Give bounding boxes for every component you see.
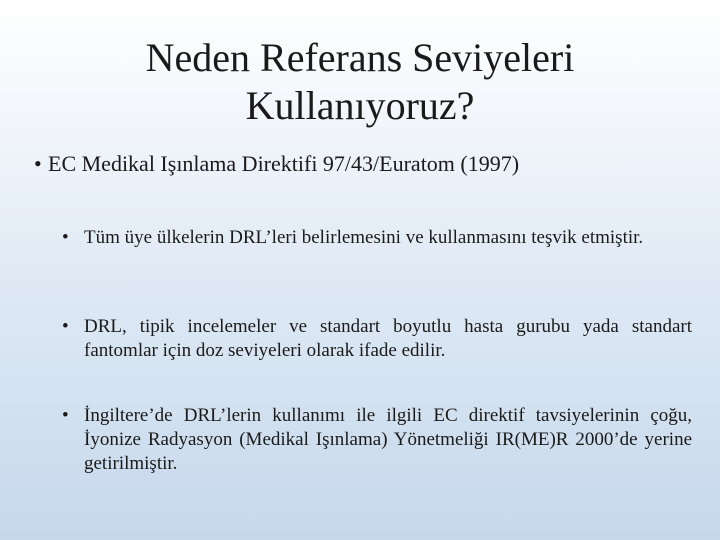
bullet-icon: • — [34, 151, 42, 176]
sub-bullet-text: İngiltere’de DRL’lerin kullanımı ile ilgili EC direktif tavsiyelerinin çoğu, İyonize Radyasyon (Medikal Işınlama) Yönetmeliği IR(ME)R 2000’de yerine getirilmiştir. — [84, 405, 692, 474]
bullet-icon: • — [62, 227, 69, 248]
sub-bullet-1 — [62, 226, 692, 250]
main-bullet-text: EC Medikal Işınlama Direktifi 97/43/Euratom (1997) — [48, 151, 520, 176]
slide-title — [60, 34, 660, 130]
slide-title-line-1: Neden Referans Seviyeleri — [145, 35, 575, 80]
sub-bullet-text: Tüm üye ülkelerin DRL’leri belirlemesini ve kullanmasını teşvik etmiştir. — [84, 227, 644, 248]
sub-bullet-3 — [62, 404, 692, 476]
bullet-icon: • — [62, 316, 69, 337]
bullet-icon: • — [62, 405, 69, 426]
slide-title-line-2: Kullanıyoruz? — [245, 83, 475, 128]
main-bullet — [34, 150, 684, 178]
sub-bullet-text: DRL, tipik incelemeler ve standart boyutlu hasta gurubu yada standart fantomlar için doz seviyeleri olarak ifade edilir. — [84, 316, 692, 361]
sub-bullet-2 — [62, 315, 692, 363]
